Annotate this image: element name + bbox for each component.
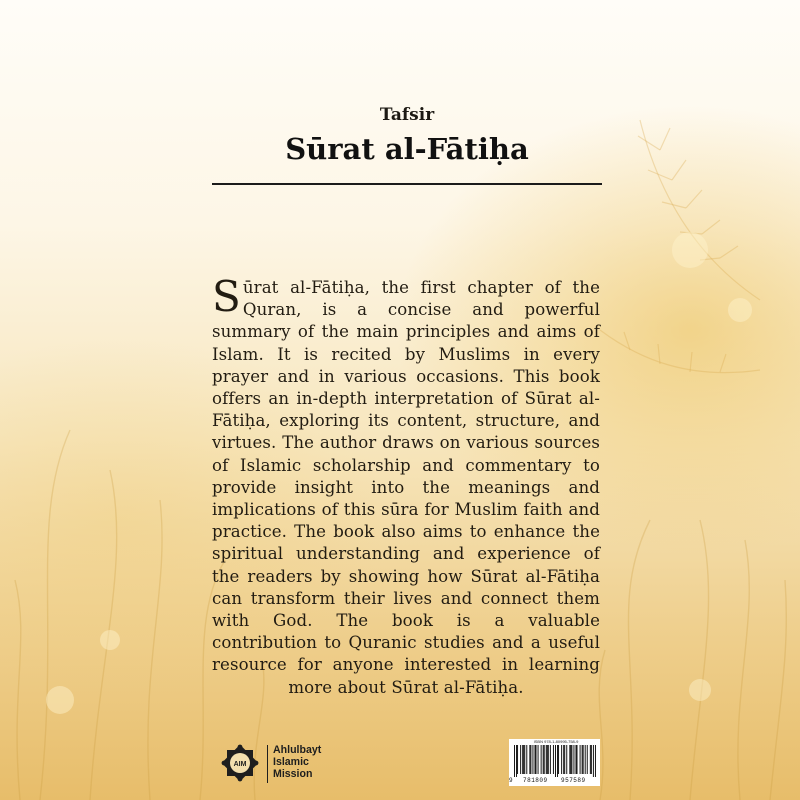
barcode-bar	[516, 745, 517, 777]
barcode-bar	[524, 745, 525, 774]
barcode-bar	[529, 745, 530, 774]
barcode-bar	[526, 745, 527, 774]
barcode-bar	[530, 745, 531, 774]
barcode-bar	[543, 745, 544, 774]
barcode-bar	[561, 745, 562, 774]
barcode-left-digits: 781809	[523, 777, 548, 784]
barcode-bars	[514, 745, 596, 777]
barcode-bar	[566, 745, 567, 774]
barcode-bar	[585, 745, 586, 774]
title-block	[212, 104, 602, 168]
barcode-bar	[563, 745, 564, 774]
barcode-bar	[522, 745, 523, 774]
barcode-bar	[544, 745, 545, 774]
barcode-bar	[538, 745, 539, 774]
barcode-bar	[553, 745, 554, 774]
barcode-bar	[541, 745, 542, 774]
barcode-bar	[576, 745, 577, 774]
barcode-bar	[590, 745, 591, 774]
barcode-bar	[548, 745, 549, 774]
barcode-bar	[593, 745, 594, 777]
description-text: ūrat al-Fātiḥa, the first chapter of the Quran, is a concise and powerful summary of the main principles and aims of Islam. It is recited by Muslims in every prayer and in various occasions. This book offers an in-depth interpretation of Sūrat al-Fātiḥa, exploring its content, structure, and virtues. The author draws on various sources of Islamic scholarship and commentary to provide insight into the meanings and implications of this sūra for Muslim faith and practice. The book also aims to enhance the spiritual understanding and experience of the readers by showing how Sūrat al-Fātiḥa can transform their lives and connect them with God. The book is a valuable contribution to Quranic studies and a useful resource for anyone interested in learning more about Sūrat al-Fātiḥa.	[212, 278, 600, 697]
barcode-bar	[555, 745, 556, 777]
barcode-bar	[570, 745, 571, 774]
barcode-bar	[550, 745, 551, 774]
publisher-name-line2: Islamic	[273, 756, 309, 768]
barcode-bar	[587, 745, 588, 774]
barcode-bar	[532, 745, 533, 774]
barcode-bar	[582, 745, 583, 774]
book-description	[212, 272, 600, 699]
isbn-caption: ISBN 978-1-80995-758-9	[533, 739, 579, 744]
barcode-bar	[517, 745, 518, 774]
barcode-first-digit: 9	[509, 777, 513, 784]
publisher-logo	[218, 741, 328, 787]
book-title: Sūrat al-Fātiḥa	[285, 132, 529, 166]
barcode-bar	[573, 745, 574, 774]
barcode-bar	[535, 745, 536, 774]
publisher-divider	[267, 745, 268, 783]
publisher-logo-letters: AIM	[233, 761, 247, 768]
barcode-digits	[509, 777, 600, 785]
barcode-bar	[557, 745, 558, 777]
barcode-bar	[569, 745, 570, 774]
barcode-bar	[591, 745, 592, 774]
series-title: Tafsir	[379, 105, 435, 125]
eight-point-star-icon	[218, 741, 262, 785]
barcode-bar	[536, 745, 537, 774]
barcode-bar	[571, 745, 572, 774]
publisher-name-line3: Mission	[273, 768, 313, 780]
barcode-right-digits: 957589	[561, 777, 586, 784]
title-divider	[212, 183, 602, 185]
barcode-bar	[520, 745, 521, 774]
barcode-bar	[583, 745, 584, 774]
barcode-bar	[547, 745, 548, 774]
isbn-barcode	[509, 739, 600, 786]
barcode-bar	[595, 745, 596, 777]
publisher-name	[273, 744, 321, 780]
barcode-bar	[514, 745, 515, 777]
barcode-bar	[577, 745, 578, 774]
barcode-bar	[564, 745, 565, 774]
drop-cap: S	[212, 272, 241, 321]
barcode-bar	[580, 745, 581, 774]
barcode-bar	[546, 745, 547, 774]
barcode-bar	[523, 745, 524, 774]
barcode-bar	[558, 745, 559, 774]
publisher-name-line1: Ahlulbayt	[273, 744, 322, 756]
